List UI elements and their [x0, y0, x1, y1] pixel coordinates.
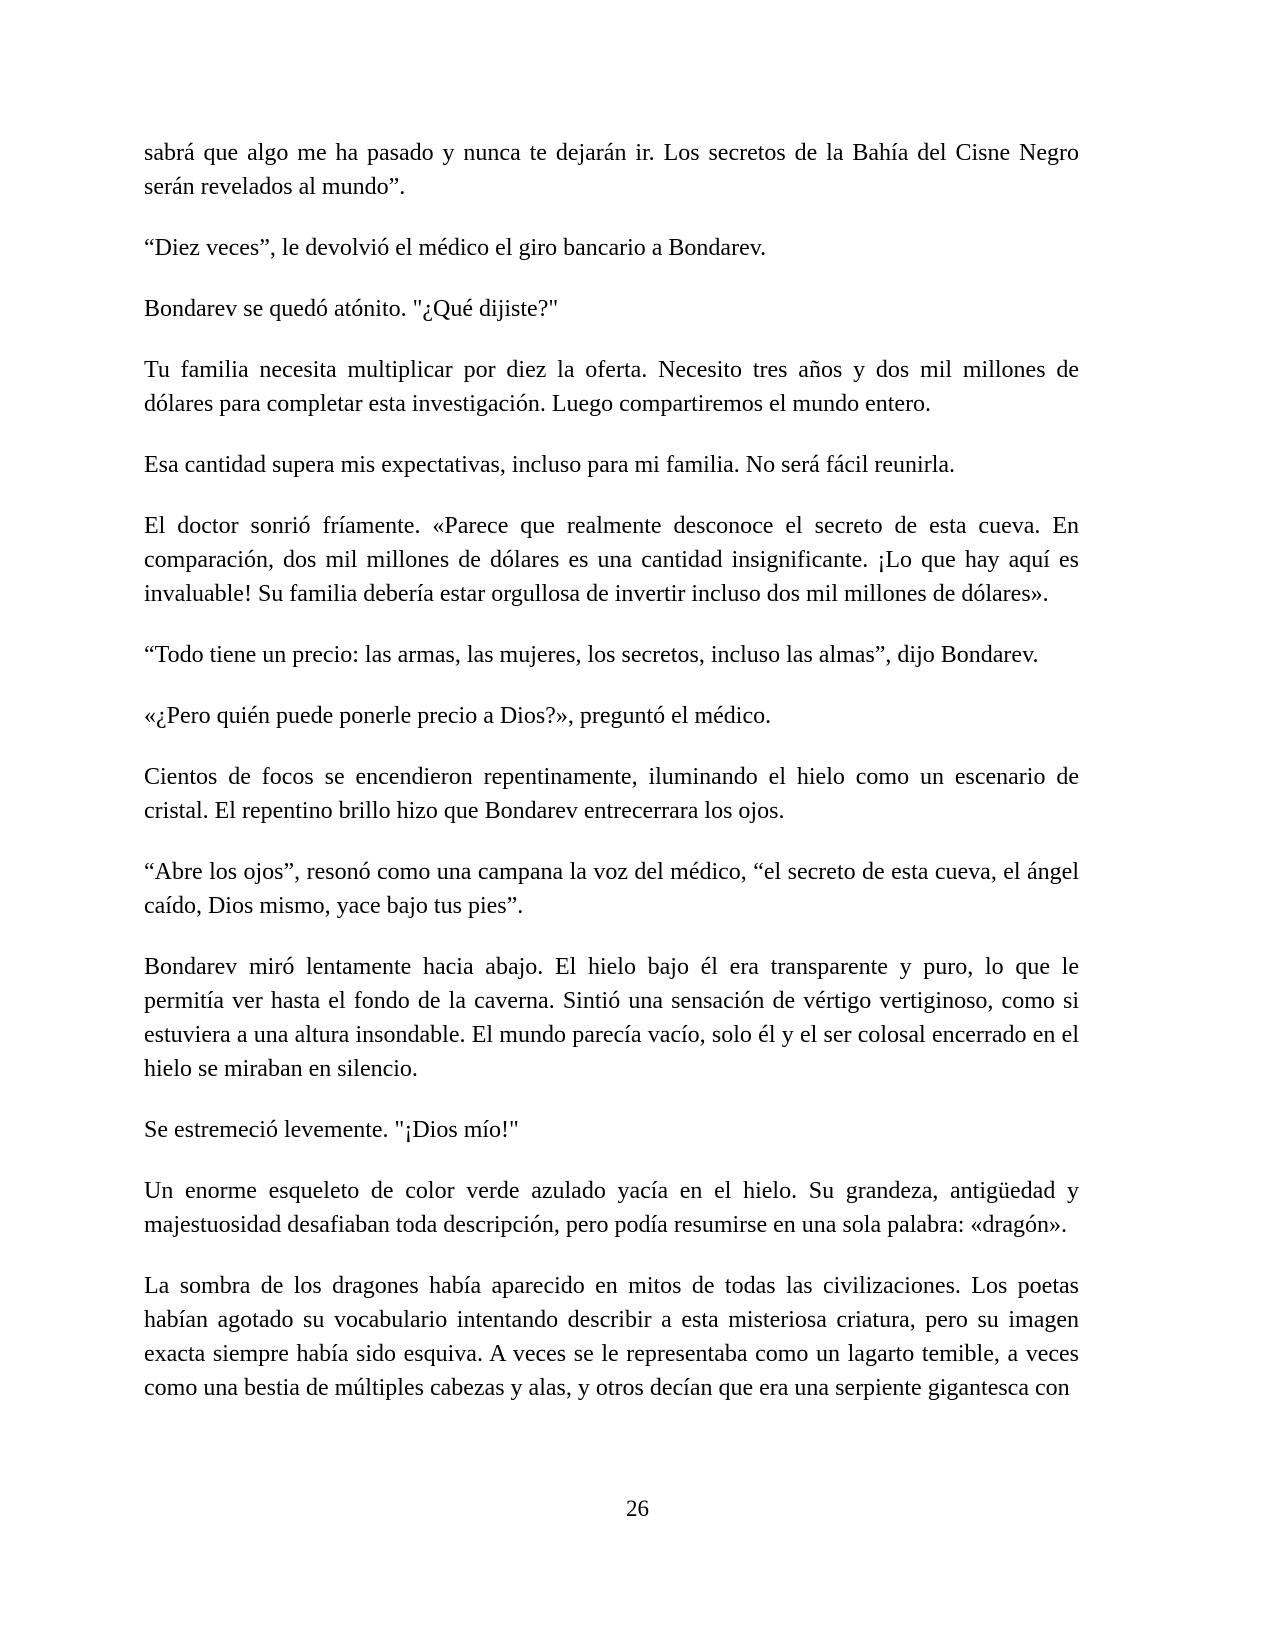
paragraph: Un enorme esqueleto de color verde azulado yacía en el hielo. Su grandeza, antigüedad y majestuosidad desafiaban toda descripción, pero podía resumirse en una sola palabra: «dragón». [144, 1178, 1079, 1238]
paragraph: Se estremeció levemente. "¡Dios mío!" [144, 1117, 519, 1143]
paragraph: Bondarev miró lentamente hacia abajo. El hielo bajo él era transparente y puro, lo que le permitía ver hasta el fondo de la caverna. Sintió una sensación de vértigo vertiginoso, como si estuviera a una altura insondable. El mundo parecía vacío, solo él y el ser colosal encerrado en el hielo se miraban en silencio. [144, 954, 1079, 1082]
paragraph: «¿Pero quién puede ponerle precio a Dios?», preguntó el médico. [144, 703, 772, 729]
page-number: 26 [626, 1496, 649, 1521]
paragraph: “Abre los ojos”, resonó como una campana la voz del médico, “el secreto de esta cueva, el ángel caído, Dios mismo, yace bajo tus pies”. [144, 859, 1079, 919]
paragraph: “Diez veces”, le devolvió el médico el giro bancario a Bondarev. [144, 235, 767, 261]
paragraph: Cientos de focos se encendieron repentinamente, iluminando el hielo como un escenario de cristal. El repentino brillo hizo que Bondarev entrecerrara los ojos. [144, 764, 1079, 824]
paragraph: Esa cantidad supera mis expectativas, incluso para mi familia. No será fácil reunirla. [144, 452, 956, 478]
paragraph: El doctor sonrió fríamente. «Parece que realmente desconoce el secreto de esta cueva. En comparación, dos mil millones de dólares es una cantidad insignificante. ¡Lo que hay aquí es invaluable! Su familia debería estar orgullosa de invertir incluso dos mil millones de dólares». [144, 513, 1079, 607]
document-body [144, 136, 1079, 1405]
paragraph: Bondarev se quedó atónito. "¿Qué dijiste?" [144, 296, 559, 322]
paragraph: Tu familia necesita multiplicar por diez la oferta. Necesito tres años y dos mil millones de dólares para completar esta investigación. Luego compartiremos el mundo entero. [144, 357, 1079, 417]
paragraph: sabrá que algo me ha pasado y nunca te dejarán ir. Los secretos de la Bahía del Cisne Negro serán revelados al mundo”. [144, 140, 1079, 200]
paragraph: La sombra de los dragones había aparecido en mitos de todas las civilizaciones. Los poetas habían agotado su vocabulario intentando describir a esta misteriosa criatura, pero su imagen exacta siempre había sido esquiva. A veces se le representaba como un lagarto temible, a veces como una bestia de múltiples cabezas y alas, y otros decían que era una serpiente gigantesca con [144, 1273, 1079, 1401]
paragraph: “Todo tiene un precio: las armas, las mujeres, los secretos, incluso las almas”, dijo Bondarev. [144, 642, 1039, 668]
